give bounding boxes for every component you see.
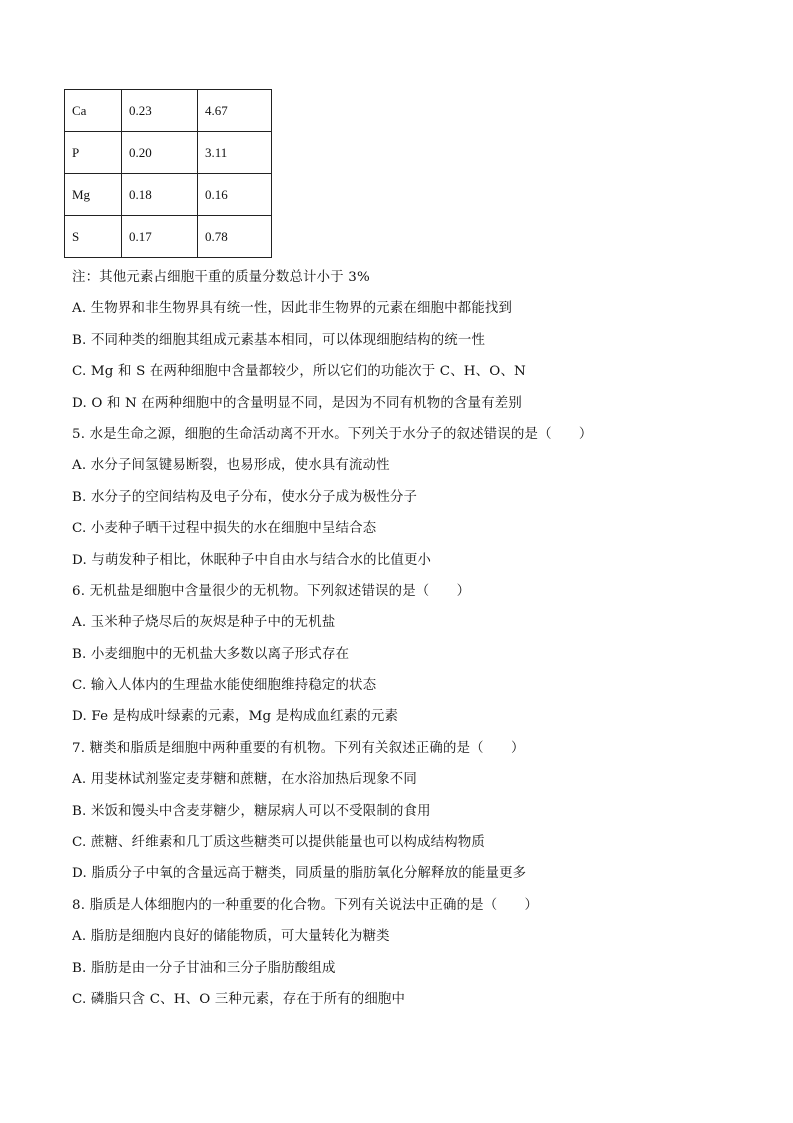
question-6-stem: 6. 无机盐是细胞中含量很少的无机物。下列叙述错误的是（ ） — [72, 583, 471, 599]
table-cell: 3.11 — [198, 132, 272, 174]
option-b: B. 米饭和馒头中含麦芽糖少，糖尿病人可以不受限制的食用 — [72, 803, 431, 819]
option-c: C. 小麦种子晒干过程中损失的水在细胞中呈结合态 — [72, 521, 377, 537]
table-cell: P — [65, 132, 122, 174]
option-b: B. 不同种类的细胞其组成元素基本相同，可以体现细胞结构的统一性 — [72, 332, 486, 348]
table-cell: 0.16 — [198, 174, 272, 216]
option-b: B. 小麦细胞中的无机盐大多数以离子形式存在 — [72, 646, 350, 662]
option-a: A. 玉米种子烧尽后的灰烬是种子中的无机盐 — [72, 615, 336, 631]
table-cell: 0.20 — [122, 132, 198, 174]
option-c: C. 蔗糖、纤维素和几丁质这些糖类可以提供能量也可以构成结构物质 — [72, 835, 486, 851]
option-a: A. 脂肪是细胞内良好的储能物质，可大量转化为糖类 — [72, 929, 390, 945]
table-row — [65, 90, 272, 132]
option-c: C. 磷脂只含 C、H、O 三种元素，存在于所有的细胞中 — [72, 991, 406, 1007]
table-cell: 0.18 — [122, 174, 198, 216]
option-b: B. 水分子的空间结构及电子分布，使水分子成为极性分子 — [72, 489, 418, 505]
element-content-table — [64, 89, 272, 258]
option-d: D. Fe 是构成叶绿素的元素，Mg 是构成血红素的元素 — [72, 709, 399, 725]
table-row — [65, 216, 272, 258]
option-b: B. 脂肪是由一分子甘油和三分子脂肪酸组成 — [72, 960, 336, 976]
table-cell: Ca — [65, 90, 122, 132]
question-7-stem: 7. 糖类和脂质是细胞中两种重要的有机物。下列有关叙述正确的是（ ） — [72, 740, 525, 756]
question-8-stem: 8. 脂质是人体细胞内的一种重要的化合物。下列有关说法中正确的是（ ） — [72, 897, 539, 913]
question-text — [72, 262, 772, 1015]
table-cell: 4.67 — [198, 90, 272, 132]
option-a: A. 水分子间氢键易断裂，也易形成，使水具有流动性 — [72, 458, 390, 474]
table-cell: S — [65, 216, 122, 258]
option-d: D. O 和 N 在两种细胞中的含量明显不同，是因为不同有机物的含量有差别 — [72, 395, 522, 411]
option-c: C. 输入人体内的生理盐水能使细胞维持稳定的状态 — [72, 678, 377, 694]
table-cell: 0.78 — [198, 216, 272, 258]
option-d: D. 与萌发种子相比，休眠种子中自由水与结合水的比值更小 — [72, 552, 432, 568]
table-cell: 0.23 — [122, 90, 198, 132]
option-c: C. Mg 和 S 在两种细胞中含量都较少，所以它们的功能次于 C、H、O、N — [72, 364, 526, 380]
table-note: 注：其他元素占细胞干重的质量分数总计小于 3% — [72, 270, 370, 285]
option-a: A. 用斐林试剂鉴定麦芽糖和蔗糖，在水浴加热后现象不同 — [72, 772, 417, 788]
table-cell: Mg — [65, 174, 122, 216]
table-row — [65, 132, 272, 174]
table-row — [65, 174, 272, 216]
table-cell: 0.17 — [122, 216, 198, 258]
option-d: D. 脂质分子中氧的含量远高于糖类，同质量的脂肪氧化分解释放的能量更多 — [72, 866, 527, 882]
option-a: A. 生物界和非生物界具有统一性，因此非生物界的元素在细胞中都能找到 — [72, 301, 513, 317]
question-5-stem: 5. 水是生命之源，细胞的生命活动离不开水。下列关于水分子的叙述错误的是（ ） — [72, 426, 593, 442]
